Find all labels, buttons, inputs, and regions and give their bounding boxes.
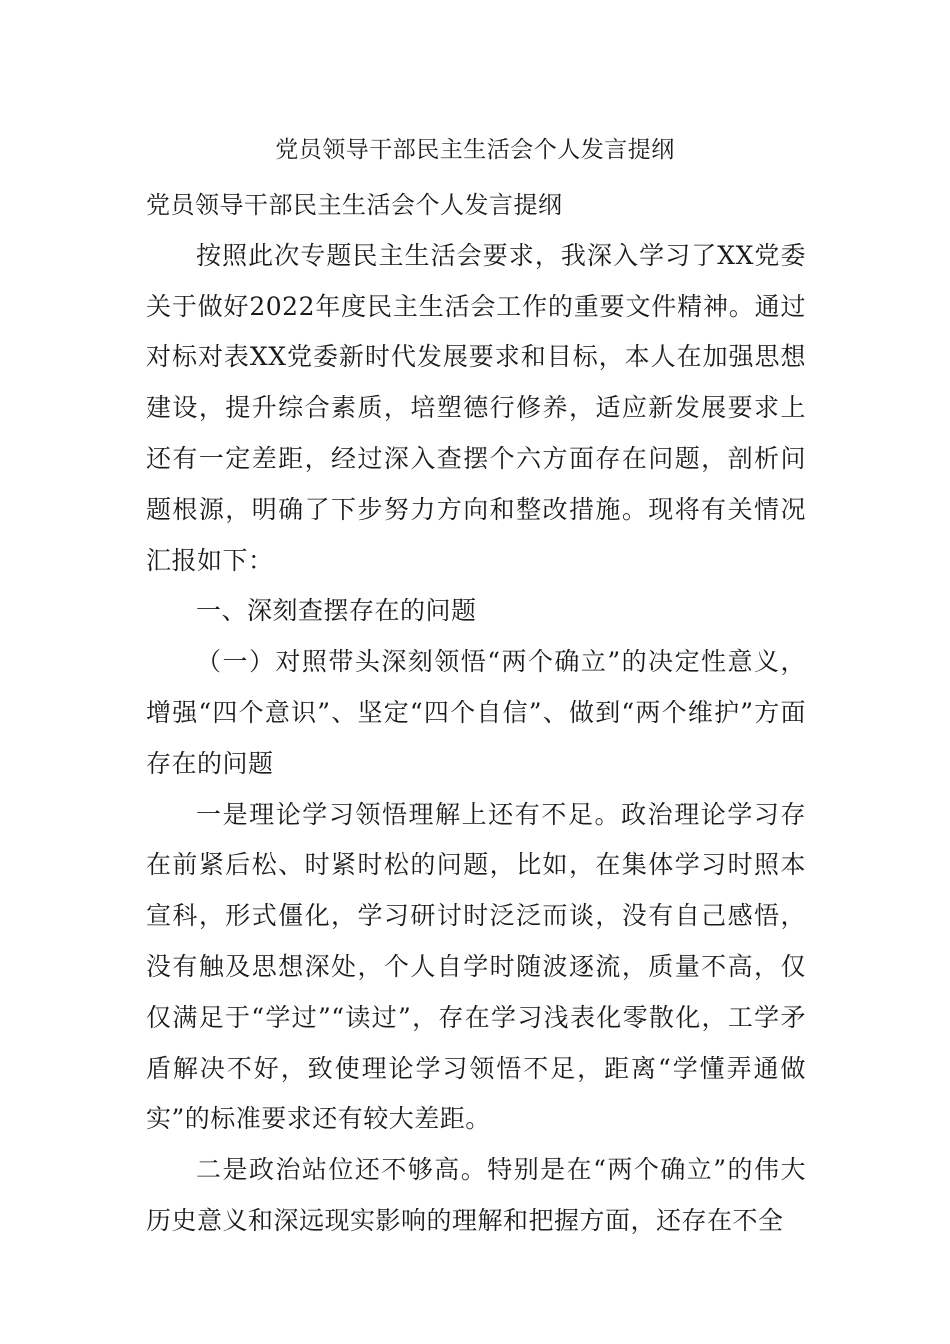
document-body	[146, 180, 806, 1247]
subsection-heading: （一）对照带头深刻领悟“两个确立”的决定性意义，增强“四个意识”、坚定“四个自信”、做到“两个维护”方面存在的问题	[146, 647, 806, 778]
body-paragraph: 一是理论学习领悟理解上还有不足。政治理论学习存在前紧后松、时紧时松的问题，比如，在集体学习时照本宣科，形式僵化，学习研讨时泛泛而谈，没有自己感悟，没有触及思想深处，个人自学时随波逐流，质量不高，仅仅满足于“学过”“读过”，存在学习浅表化零散化，工学矛盾解决不好，致使理论学习领悟不足，距离“学懂弄通做实”的标准要求还有较大差距。	[146, 799, 806, 1134]
intro-paragraph: 按照此次专题民主生活会要求，我深入学习了XX党委关于做好2022年度民主生活会工作的重要文件精神。通过对标对表XX党委新时代发展要求和目标，本人在加强思想建设，提升综合素质，培塑德行修养，适应新发展要求上还有一定差距，经过深入查摆个六方面存在问题，剖析问题根源，明确了下步努力方向和整改措施。现将有关情况汇报如下：	[146, 240, 806, 575]
body-paragraph: 二是政治站位还不够高。特别是在“两个确立”的伟大历史意义和深远现实影响的理解和把握方面，还存在不全	[146, 1155, 806, 1235]
document-subtitle: 党员领导干部民主生活会个人发言提纲	[146, 191, 563, 219]
page-title: 党员领导干部民主生活会个人发言提纲	[275, 137, 675, 163]
section-heading: 一、深刻查摆存在的问题	[196, 596, 477, 626]
